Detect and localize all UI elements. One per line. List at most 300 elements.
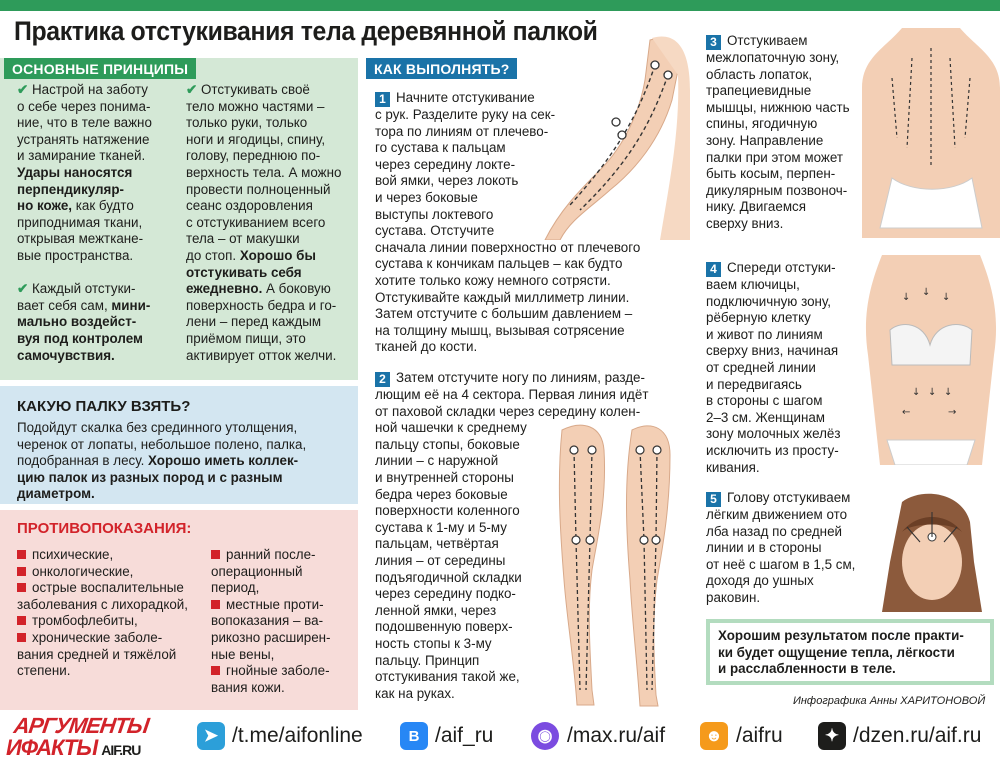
text-span: в стороны с шагом <box>706 393 823 409</box>
dzen-icon[interactable]: ✦ <box>818 722 846 750</box>
bold-text: цию палок из разных пород и с разным <box>17 469 283 485</box>
text-span: местные проти- <box>226 596 324 612</box>
text-span: доходя до ушных <box>706 573 814 589</box>
text-span: А боковую <box>262 281 331 297</box>
text-line <box>186 132 341 149</box>
principles-header: ОСНОВНЫЕ ПРИНЦИПЫ <box>4 58 196 79</box>
text-span: гнойные заболе- <box>226 663 330 679</box>
text-line <box>17 248 152 265</box>
text-line <box>375 553 648 570</box>
text-span: быть косым, перпен- <box>706 166 836 182</box>
text-line <box>186 314 341 331</box>
text-line <box>375 653 648 670</box>
svg-text:↓: ↓ <box>944 387 953 398</box>
text-span: от паховой складки через середину колен- <box>375 403 641 419</box>
text-span: как на руках. <box>375 685 455 701</box>
text-span: го сустава к пальцам <box>375 140 506 156</box>
text-span: рикозно расширен- <box>211 629 331 645</box>
text-line <box>375 339 640 356</box>
text-line <box>17 348 152 365</box>
text-line <box>706 166 850 183</box>
bold-text: и расслабленности в теле. <box>718 661 896 677</box>
text-line <box>186 198 341 215</box>
text-span: Спереди отстуки- <box>727 260 836 275</box>
text-line <box>211 630 331 647</box>
contra-header: ПРОТИВОПОКАЗАНИЯ: <box>17 520 192 537</box>
text-span: тромбофлебиты, <box>32 613 138 629</box>
text-line <box>17 470 306 487</box>
principles-col2 <box>186 82 341 364</box>
bold-text: Хорошим результатом после практи- <box>718 628 964 643</box>
text-span: поверхность бедра и го- <box>186 297 337 313</box>
text-line <box>17 663 188 680</box>
text-line <box>17 165 152 182</box>
text-line <box>211 597 331 614</box>
text-line <box>375 586 648 603</box>
head-illustration <box>862 492 1000 612</box>
text-span: психические, <box>32 547 114 562</box>
text-line <box>17 99 152 116</box>
text-line <box>706 33 850 50</box>
text-line <box>186 248 341 265</box>
text-line <box>706 216 850 233</box>
step-number-badge: 3 <box>706 35 721 50</box>
text-span: вой ямки, через локоть <box>375 173 519 189</box>
text-span: линии и в стороны <box>706 540 822 556</box>
text-line <box>186 231 341 248</box>
step-number-badge: 2 <box>375 372 390 387</box>
text-line <box>706 410 841 427</box>
bullet-square-icon <box>211 600 220 609</box>
text-line <box>17 597 188 614</box>
text-span: степени. <box>17 663 71 679</box>
text-line <box>706 377 841 394</box>
step3-text <box>706 33 850 233</box>
text-line <box>375 420 648 437</box>
text-line <box>375 536 648 553</box>
bold-text: но коже, <box>17 198 73 214</box>
how-header: КАК ВЫПОЛНЯТЬ? <box>366 58 517 79</box>
text-line <box>375 157 640 174</box>
text-span: Настрой на заботу <box>31 82 148 97</box>
text-line <box>718 628 982 645</box>
text-line <box>375 487 648 504</box>
odnoklassniki-icon[interactable]: ☻ <box>700 722 728 750</box>
text-line <box>211 647 331 664</box>
text-span: как будто <box>72 198 134 214</box>
text-span: Начните отстукивание <box>396 90 535 105</box>
text-span: поверхности коленного <box>375 503 520 519</box>
text-line <box>706 116 850 133</box>
odnoklassniki-link[interactable]: /aifru <box>736 724 783 747</box>
text-line <box>17 265 152 282</box>
contra-col1 <box>17 547 188 680</box>
text-span: вания средней и тяжёлой <box>17 646 177 662</box>
text-span: трапециевидные <box>706 83 812 99</box>
bullet-square-icon <box>211 666 220 675</box>
text-span: лба назад по средней <box>706 523 843 539</box>
bold-text: отстукивать себя <box>186 264 302 280</box>
text-line <box>17 281 152 298</box>
text-line <box>375 223 640 240</box>
text-line <box>186 148 341 165</box>
text-span: сустава к 1-му и 5-му <box>375 519 507 535</box>
text-span: лени – перед каждым <box>186 314 322 330</box>
text-line <box>706 540 855 557</box>
text-line <box>17 630 188 647</box>
text-span: дикулярным позвоноч- <box>706 182 848 198</box>
result-box <box>706 619 994 685</box>
text-line <box>375 90 640 107</box>
text-span: верхность тела. А можно <box>186 164 342 180</box>
text-line <box>706 490 855 507</box>
text-span: хронические заболе- <box>32 629 163 645</box>
text-line <box>375 669 648 686</box>
text-line <box>706 310 841 327</box>
text-line <box>706 360 841 377</box>
text-span: и через боковые <box>375 189 478 205</box>
principles-col1 <box>17 82 152 364</box>
text-span: Отстукиваем <box>727 33 808 48</box>
text-span: вопоказания – ва- <box>211 613 324 629</box>
text-span: острые воспалительные <box>32 580 184 596</box>
text-line <box>718 645 982 662</box>
step4-text <box>706 260 841 476</box>
text-line <box>211 680 331 697</box>
back-illustration <box>862 28 1000 238</box>
text-span: подошвенную поверх- <box>375 619 513 635</box>
credit: Инфографика Анны ХАРИТОНОВОЙ <box>793 695 986 707</box>
text-line <box>706 100 850 117</box>
text-span: до стоп. <box>186 247 240 263</box>
text-line <box>375 124 640 141</box>
text-span: отстукивания такой же, <box>375 669 520 685</box>
bullet-square-icon <box>17 567 26 576</box>
text-span: вания кожи. <box>211 679 285 695</box>
text-line <box>17 437 306 454</box>
aif-logo[interactable] <box>6 713 192 760</box>
text-line <box>186 182 341 199</box>
text-span: раковин. <box>706 589 761 605</box>
text-line <box>17 331 152 348</box>
text-line <box>375 404 648 421</box>
text-line <box>17 547 188 564</box>
vk-link[interactable]: /aif_ru <box>435 724 494 747</box>
text-span: тело можно частями – <box>186 98 325 114</box>
text-span: и замирание тканей. <box>17 148 146 164</box>
text-line <box>17 486 306 503</box>
logo-line2a: И <box>6 735 21 760</box>
bold-text: вуя под контролем <box>17 330 143 346</box>
svg-text:↓: ↓ <box>912 387 921 398</box>
max-link[interactable]: /max.ru/aif <box>567 724 666 747</box>
text-line <box>375 240 640 257</box>
text-line <box>17 314 152 331</box>
svg-text:↓: ↓ <box>942 292 951 303</box>
check-icon: ✔ <box>17 82 32 97</box>
text-span: зону молочных желёз <box>706 426 841 442</box>
bold-text: диаметром. <box>17 486 95 502</box>
step5-text <box>706 490 855 607</box>
text-line <box>706 199 850 216</box>
torso-illustration <box>862 255 1000 465</box>
text-span: провести полноценный <box>186 181 331 197</box>
check-icon: ✔ <box>186 82 201 97</box>
text-span: Голову отстукиваем <box>727 490 851 505</box>
text-span: на толщину мышц, вызывая сотрясение <box>375 322 625 338</box>
text-span: от средней линии <box>706 359 816 375</box>
text-span: лющим её на 4 сектора. Первая линия идёт <box>375 387 649 402</box>
text-line <box>17 115 152 132</box>
text-line <box>211 613 331 630</box>
text-span: ваем ключицы, <box>706 277 800 292</box>
stick-text <box>17 420 306 503</box>
text-span: открывая межткане- <box>17 231 144 247</box>
text-span: ные вены, <box>211 646 275 662</box>
bullet-square-icon <box>17 583 26 592</box>
text-line <box>17 580 188 597</box>
text-span: вые пространства. <box>17 247 134 263</box>
text-line <box>186 99 341 116</box>
text-span: тела – от макушки <box>186 231 300 247</box>
logo-line2b: ФАКТЫ <box>20 735 98 760</box>
text-span: и внутренней стороны <box>375 469 514 485</box>
bold-text: перпендикуляр- <box>17 181 125 197</box>
telegram-icon[interactable]: ➤ <box>197 722 225 750</box>
text-line <box>375 207 640 224</box>
step-number-badge: 1 <box>375 92 390 107</box>
text-line <box>706 50 850 67</box>
text-span: сначала линии поверхностно от плечевого <box>375 239 641 255</box>
text-line <box>186 331 341 348</box>
text-span: пальцам, четвёртая <box>375 536 499 552</box>
bold-text: ки будет ощущение тепла, лёгкости <box>718 644 955 660</box>
text-span: 2–3 см. Женщинам <box>706 409 825 425</box>
bold-text: Хорошо бы <box>239 247 316 263</box>
text-line <box>375 290 640 307</box>
text-line <box>17 198 152 215</box>
svg-text:→: → <box>948 407 957 418</box>
text-line <box>375 619 648 636</box>
text-span: бедра через боковые <box>375 486 508 502</box>
text-span: Отстукивать своё <box>200 82 310 97</box>
text-line <box>375 387 648 404</box>
text-span: Отстукивайте каждый миллиметр линии. <box>375 289 630 305</box>
text-line <box>375 370 648 387</box>
text-line <box>17 420 306 437</box>
text-line <box>211 663 331 680</box>
text-span: Затем отстучите ногу по линиям, разде- <box>396 370 645 385</box>
text-span: линии – с наружной <box>375 453 499 469</box>
text-span: хотите только кожу немного сотрясти. <box>375 272 611 288</box>
text-span: от неё с шагом в 1,5 см, <box>706 556 856 572</box>
text-line <box>17 82 152 99</box>
check-icon: ✔ <box>17 281 32 297</box>
text-line <box>17 453 306 470</box>
text-span: голову, переднюю по- <box>186 148 321 164</box>
bold-text: мини- <box>111 297 151 313</box>
text-line <box>186 281 341 298</box>
text-line <box>375 323 640 340</box>
result-text <box>718 628 982 678</box>
text-line <box>375 520 648 537</box>
page-title: Практика отстукивания тела деревянной палкой <box>14 16 598 46</box>
text-line <box>211 564 331 581</box>
top-accent-bar <box>0 0 1000 11</box>
text-line <box>17 132 152 149</box>
text-line <box>375 190 640 207</box>
text-span: пальцу. Принцип <box>375 652 480 668</box>
text-line <box>375 470 648 487</box>
text-line <box>186 298 341 315</box>
stick-header: КАКУЮ ПАЛКУ ВЗЯТЬ? <box>17 398 191 415</box>
text-line <box>706 67 850 84</box>
vk-icon[interactable]: B <box>400 722 428 750</box>
text-span: подъягодичной складки <box>375 569 522 585</box>
text-span: тора по линиям от плечево- <box>375 123 549 139</box>
text-line <box>706 393 841 410</box>
text-line <box>17 148 152 165</box>
text-span: через середину локте- <box>375 156 516 172</box>
text-line <box>706 573 855 590</box>
text-span: ноги и ягодицы, спину, <box>186 131 326 147</box>
text-span: операционный <box>211 563 303 579</box>
text-line <box>375 686 648 703</box>
text-line <box>17 215 152 232</box>
text-span: палки при этом может <box>706 149 843 165</box>
text-span: подключичную зону, <box>706 293 831 309</box>
text-span: линия – от середины <box>375 552 506 568</box>
text-span: сверху вниз, начиная <box>706 343 839 359</box>
step1-text <box>375 90 640 356</box>
text-line <box>17 613 188 630</box>
text-span: через середину подко- <box>375 586 516 602</box>
text-line <box>186 115 341 132</box>
text-line <box>718 661 982 678</box>
text-line <box>375 453 648 470</box>
bullet-square-icon <box>17 550 26 559</box>
bold-text: мально воздейст- <box>17 314 137 330</box>
text-span: вает себя сам, <box>17 297 112 313</box>
text-span: спины, ягодичную <box>706 116 818 132</box>
bold-text: Хорошо иметь коллек- <box>148 453 299 469</box>
text-span: область лопаток, <box>706 66 813 82</box>
text-line <box>186 265 341 282</box>
text-line <box>706 183 850 200</box>
text-span: Каждый отстуки- <box>31 281 136 297</box>
text-line <box>706 557 855 574</box>
text-line <box>186 215 341 232</box>
text-line <box>375 173 640 190</box>
text-span: выступы локтевого <box>375 206 494 222</box>
text-line <box>17 298 152 315</box>
text-span: сустава к кончикам пальцев – как будто <box>375 256 623 272</box>
text-span: ность стопы к 3-му <box>375 635 492 651</box>
text-line <box>375 636 648 653</box>
text-line <box>706 443 841 460</box>
step2-text <box>375 370 648 702</box>
text-line <box>186 165 341 182</box>
text-line <box>375 256 640 273</box>
text-line <box>706 277 841 294</box>
bold-text: ежедневно. <box>186 281 263 297</box>
bullet-square-icon <box>17 616 26 625</box>
text-span: с рук. Разделите руку на сек- <box>375 107 556 122</box>
text-span: ние, что в теле важно <box>17 115 152 131</box>
text-span: и живот по линиям <box>706 326 823 342</box>
svg-text:↓: ↓ <box>922 287 931 298</box>
svg-text:←: ← <box>902 407 911 418</box>
text-span: ленной ямки, через <box>375 602 497 618</box>
text-line <box>211 580 331 597</box>
text-span: кивания. <box>706 459 760 475</box>
bold-text: самочувствия. <box>17 347 115 363</box>
text-span: активирует отток желчи. <box>186 347 337 363</box>
text-span: заболевания с лихорадкой, <box>17 596 188 612</box>
text-line <box>706 590 855 607</box>
logo-site: AIF.RU <box>101 742 141 758</box>
contra-col2 <box>211 547 331 696</box>
text-line <box>706 343 841 360</box>
text-line <box>706 294 841 311</box>
bold-text: Удары наносятся <box>17 164 133 180</box>
text-span: о себе через понима- <box>17 98 151 114</box>
text-span: онкологические, <box>32 563 134 579</box>
text-line <box>211 547 331 564</box>
text-span: рёберную клетку <box>706 310 811 326</box>
text-span: мышцы, нижнюю часть <box>706 99 850 115</box>
text-line <box>186 82 341 99</box>
text-line <box>186 348 341 365</box>
text-line <box>375 603 648 620</box>
bullet-square-icon <box>17 633 26 642</box>
text-line <box>706 133 850 150</box>
dzen-link[interactable]: /dzen.ru/aif.ru <box>853 724 982 747</box>
text-line <box>375 570 648 587</box>
text-span: приёмом пищи, это <box>186 330 306 346</box>
text-span: приподнимая ткани, <box>17 214 143 230</box>
text-line <box>375 273 640 290</box>
text-span: исключить из просту- <box>706 442 839 458</box>
text-span: лёгким движением ото <box>706 507 848 522</box>
text-span: ранний после- <box>226 547 316 562</box>
text-span: и передвигаясь <box>706 376 802 392</box>
svg-text:↓: ↓ <box>902 292 911 303</box>
bullet-square-icon <box>211 550 220 559</box>
text-span: с отстукиванием всего <box>186 214 326 230</box>
text-span: только руки, только <box>186 115 308 131</box>
text-span: ной чашечки к среднему <box>375 420 527 436</box>
text-span: тканей до кости. <box>375 339 478 355</box>
max-icon[interactable]: ◉ <box>531 722 559 750</box>
text-line <box>706 460 841 477</box>
step-number-badge: 4 <box>706 262 721 277</box>
text-span: сверху вниз. <box>706 215 784 231</box>
text-line <box>375 107 640 124</box>
text-line <box>706 150 850 167</box>
text-span: пальцу стопы, боковые <box>375 436 520 452</box>
text-line <box>375 140 640 157</box>
text-line <box>706 426 841 443</box>
text-line <box>17 647 188 664</box>
text-span: нику. Двигаемся <box>706 199 806 215</box>
text-span: сустава. Отстучите <box>375 223 495 239</box>
text-line <box>706 524 855 541</box>
step-number-badge: 5 <box>706 492 721 507</box>
telegram-link[interactable]: /t.me/aifonline <box>232 724 363 747</box>
text-span: подобранная в лесу. <box>17 453 149 469</box>
text-line <box>17 182 152 199</box>
